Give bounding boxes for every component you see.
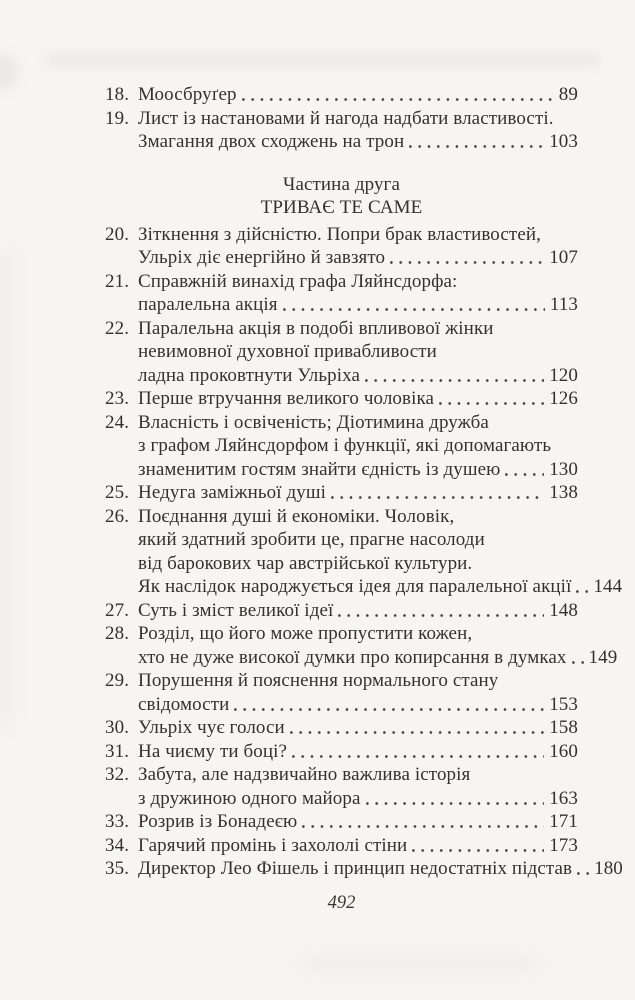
- toc-entry-line: [105, 270, 578, 294]
- dot-leader: [234, 693, 544, 717]
- toc-entry-line: [105, 787, 578, 811]
- chapter-number: 22.: [105, 317, 130, 339]
- part-heading: [105, 173, 578, 220]
- toc-entry: [105, 599, 578, 623]
- toc-entry-line: [105, 317, 578, 341]
- toc-entry-line: [105, 107, 578, 131]
- chapter-page-number: 89: [558, 84, 578, 105]
- dot-leader: [302, 810, 544, 834]
- toc-entry: [105, 83, 578, 107]
- chapter-page-number: 126: [549, 388, 578, 409]
- toc-entry-line: [105, 740, 578, 764]
- chapter-title-text: хто не дуже високої думки про копирсання в думках: [138, 646, 567, 668]
- toc-entry-line: [105, 599, 578, 623]
- chapter-page-number: 153: [549, 693, 578, 715]
- toc-entry-line: [105, 223, 578, 247]
- chapter-page-number: 173: [549, 834, 578, 856]
- chapter-title-text: Ульріх чує голоси: [138, 717, 285, 738]
- toc-entry-line: [105, 130, 578, 154]
- toc-entry-line: [105, 622, 578, 646]
- chapter-title-text: Директор Лео Фішель і принцип недостатніх підстав: [138, 858, 573, 879]
- dot-leader: [365, 364, 544, 388]
- toc-entry-line: [105, 810, 578, 834]
- chapter-page-number: 113: [549, 294, 578, 315]
- chapter-number: 32.: [105, 764, 130, 785]
- dot-leader: [242, 83, 554, 107]
- chapter-number: 27.: [105, 599, 130, 621]
- toc-entry-line: [105, 716, 578, 740]
- scan-artifact: [45, 52, 600, 67]
- chapter-title-text: Ульріх діє енергійно й завзято: [138, 247, 386, 268]
- toc-entry-line: [105, 669, 578, 693]
- chapter-page-number: 120: [549, 364, 578, 386]
- toc-entry: [105, 270, 578, 317]
- chapter-page-number: 138: [549, 482, 578, 503]
- toc-entry: [105, 481, 578, 505]
- toc-entry-line: [105, 83, 578, 107]
- chapter-number: 26.: [105, 505, 130, 527]
- toc-entry: [105, 622, 618, 669]
- chapter-title-text: Власність і освіченість; Діотимина дружба: [138, 411, 489, 433]
- dot-leader: [331, 481, 544, 505]
- chapter-page-number: 103: [549, 131, 578, 152]
- toc-entry: [105, 387, 578, 411]
- toc-entry-line: [105, 387, 578, 411]
- toc-entry: [105, 763, 578, 810]
- chapter-title-text: Поєднання душі й економіки. Чоловік,: [138, 505, 455, 527]
- chapter-number: 21.: [105, 270, 130, 292]
- toc-entry: [105, 107, 578, 154]
- dot-leader: [390, 246, 544, 270]
- scan-artifact: [0, 55, 18, 89]
- dot-leader: [505, 458, 544, 482]
- dot-leader: [290, 716, 544, 740]
- toc-entry-line: [105, 552, 578, 576]
- toc-entry-line: [105, 857, 623, 881]
- chapter-title-text: з графом Ляйнсдорфом і функції, які допомагають: [138, 435, 552, 456]
- chapter-title-text: ладна проковтнути Ульріха: [138, 364, 360, 386]
- toc-entry-line: [105, 646, 618, 670]
- chapter-title-text: Лист із настановами й нагода надбати властивості.: [138, 107, 554, 129]
- chapter-title-text: з дружиною одного майора: [138, 787, 361, 809]
- part-heading-number-line: Частина друга: [283, 173, 400, 195]
- dot-leader: [283, 293, 545, 317]
- toc-entry-line: [105, 293, 578, 317]
- toc-entry: [105, 810, 578, 834]
- chapter-title-text: від барокових чар австрійської культури.: [138, 552, 473, 574]
- toc-entry: [105, 505, 623, 599]
- chapter-number: 33.: [105, 811, 130, 832]
- chapter-number: 19.: [105, 107, 130, 129]
- chapter-title-text: Забута, але надзвичайно важлива історія: [138, 764, 471, 785]
- chapter-title-text: Суть і зміст великої ідеї: [138, 599, 334, 621]
- toc-entry-line: [105, 575, 623, 599]
- chapter-title-text: На чиєму ти боці?: [138, 740, 288, 762]
- chapter-page-number: 171: [549, 811, 578, 832]
- chapter-title-text: Недуга заміжньої душі: [138, 482, 326, 503]
- chapter-title-text: Моосбруґер: [138, 84, 237, 105]
- chapter-title-text: Паралельна акція в подобі впливової жінки: [138, 317, 494, 339]
- scan-artifact: [0, 250, 12, 730]
- chapter-number: 28.: [105, 623, 130, 644]
- dot-leader: [576, 575, 588, 599]
- chapter-title-text: знаменитим гостям знайти єдність із душею: [138, 458, 501, 480]
- toc-entry: [105, 669, 578, 716]
- toc-entry-line: [105, 434, 578, 458]
- chapter-number: 25.: [105, 482, 130, 503]
- chapter-number: 20.: [105, 223, 130, 245]
- chapter-number: 35.: [105, 858, 130, 879]
- toc-entry: [105, 223, 578, 270]
- chapter-page-number: 144: [593, 576, 623, 597]
- dot-leader: [292, 740, 544, 764]
- chapter-title-text: Гарячий промінь і захололі стіни: [138, 834, 408, 856]
- chapter-number: 29.: [105, 670, 130, 691]
- chapter-page-number: 107: [549, 247, 578, 268]
- toc-entry: [105, 740, 578, 764]
- chapter-title-text: Розділ, що його може пропустити кожен,: [138, 623, 473, 644]
- toc-entry: [105, 857, 623, 881]
- chapter-page-number: 180: [594, 858, 623, 879]
- toc-entry: [105, 317, 578, 388]
- dot-leader: [338, 599, 544, 623]
- dot-leader: [412, 834, 544, 858]
- chapter-title-text: Перше втручання великого чоловіка: [138, 388, 435, 409]
- chapter-number: 23.: [105, 388, 130, 409]
- scan-artifact: [300, 955, 540, 973]
- chapter-title-text: свідомости: [138, 693, 230, 715]
- chapter-title-text: Порушення й пояснення нормального стану: [138, 670, 499, 691]
- toc-entry-line: [105, 340, 578, 364]
- toc-entry: [105, 716, 578, 740]
- chapter-page-number: 160: [549, 740, 578, 762]
- chapter-title-text: Як наслідок народжується ідея для паралельної акції: [138, 576, 572, 597]
- toc-entry: [105, 411, 578, 482]
- chapter-number: 31.: [105, 740, 130, 762]
- part-heading-title-line: ТРИВАЄ ТЕ САМЕ: [260, 197, 423, 218]
- toc-entry-line: [105, 364, 578, 388]
- toc-entry-line: [105, 505, 578, 529]
- chapter-title-text: який здатний зробити це, прагне насолоди: [138, 529, 485, 550]
- toc-entry-line: [105, 834, 578, 858]
- chapter-page-number: 148: [549, 599, 578, 621]
- chapter-title-text: невимовної духовної привабливости: [138, 341, 437, 362]
- chapter-number: 34.: [105, 834, 130, 856]
- dot-leader: [366, 787, 545, 811]
- dot-leader: [577, 857, 589, 881]
- chapter-page-number: 130: [549, 458, 578, 480]
- chapter-title-text: Зіткнення з дійсністю. Попри брак властивостей,: [138, 223, 541, 245]
- chapter-title-text: Справжній винахід графа Ляйнсдорфа:: [138, 270, 458, 292]
- chapter-title-text: Розрив із Бонадеєю: [138, 811, 298, 832]
- table-of-contents: [105, 83, 623, 881]
- chapter-number: 18.: [105, 84, 130, 105]
- dot-leader: [409, 130, 544, 154]
- toc-entry-line: [105, 481, 578, 505]
- toc-entry-line: [105, 528, 578, 552]
- chapter-title-text: Змагання двох сходжень на трон: [138, 131, 405, 152]
- toc-entry-line: [105, 246, 578, 270]
- dot-leader: [439, 387, 544, 411]
- toc-entry-line: [105, 763, 578, 787]
- page-number: 492: [327, 893, 356, 913]
- chapter-page-number: 158: [549, 717, 578, 738]
- chapter-number: 24.: [105, 411, 130, 433]
- toc-entry-line: [105, 458, 578, 482]
- toc-entry-line: [105, 411, 578, 435]
- chapter-title-text: паралельна акція: [138, 294, 278, 315]
- toc-entry-line: [105, 693, 578, 717]
- chapter-number: 30.: [105, 717, 130, 738]
- chapter-page-number: 163: [549, 787, 578, 809]
- dot-leader: [572, 646, 584, 670]
- toc-entry: [105, 834, 578, 858]
- chapter-page-number: 149: [588, 646, 618, 668]
